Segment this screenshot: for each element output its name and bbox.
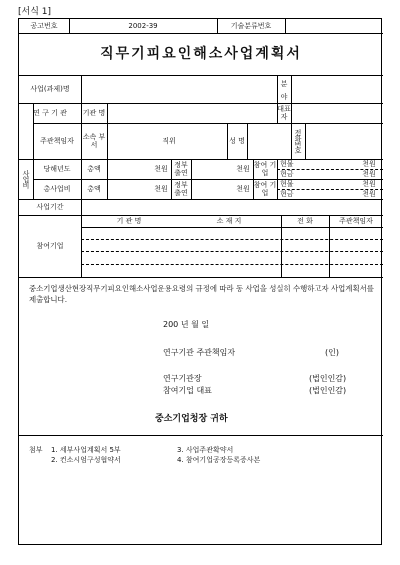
- research-org-label: 연 구 기 관: [33, 108, 67, 117]
- participant-col-name: 기 관 명: [116, 216, 142, 225]
- total-total-unit: 천원: [154, 184, 168, 193]
- org-name-value: [107, 103, 277, 123]
- document-title: 직무기피요인해소사업계획서: [100, 45, 302, 62]
- addressee: 중소기업청장 귀하: [155, 414, 228, 424]
- total-in-kind-label: 현물: [280, 179, 294, 188]
- announcement-no-value: 2002-39: [128, 21, 158, 30]
- company-rep-signature: 참여기업 대표: [163, 386, 212, 395]
- year-total-label: 총액: [87, 164, 101, 173]
- year-participant-label: 참여 기업: [253, 160, 277, 177]
- seal-mark: (인): [325, 348, 339, 357]
- year-total-unit: 천원: [154, 164, 168, 173]
- field-label: 분 야: [280, 79, 289, 99]
- year-cost-label: 당해년도: [43, 164, 71, 173]
- year-in-kind-label: 현물: [280, 159, 294, 168]
- total-cash-label: 현금: [280, 189, 294, 198]
- tech-class-value: [285, 19, 383, 33]
- period-label: 사업기간: [36, 202, 64, 211]
- lead-researcher-signature: 연구기관 주관책임자: [163, 348, 236, 357]
- position-value: [187, 123, 227, 159]
- participant-col-lead: 주관책임자: [339, 216, 373, 225]
- total-cost-label: 총사업비: [43, 184, 71, 193]
- representative-value: [291, 103, 383, 123]
- total-govt-unit: 천원: [236, 184, 250, 193]
- total-cash-unit: 천원: [362, 189, 376, 198]
- lead-researcher-label: 주관책임자: [40, 136, 74, 145]
- date-line: 200 년 월 일: [163, 320, 210, 329]
- phone-label: 전화번호: [294, 129, 303, 153]
- attachment-item: 1. 세부사업계획서 5부: [51, 446, 121, 454]
- year-govt-label: 정부 출연: [174, 160, 188, 177]
- participant-col-phone: 전 화: [297, 216, 313, 225]
- name-label: 성 명: [229, 136, 245, 145]
- department-label: 소속 부서: [82, 132, 106, 149]
- project-cost-label: 사업비: [22, 170, 31, 188]
- company-rep-seal: (법인인감): [309, 386, 347, 395]
- tech-class-label: 기술분류번호: [230, 21, 272, 30]
- name-value: [247, 123, 291, 159]
- org-head-seal: (법인인감): [309, 374, 347, 383]
- phone-value: [305, 123, 383, 159]
- announcement-no-label: 공고번호: [30, 21, 58, 30]
- attachment-item: 2. 컨소시엄구성협약서: [51, 456, 121, 464]
- participant-col-address: 소 재 지: [216, 216, 242, 225]
- total-participant-label: 참여 기업: [253, 180, 277, 197]
- form-tag: [서식 1]: [18, 7, 51, 17]
- total-total-label: 총액: [87, 184, 101, 193]
- org-head-signature: 연구기관장: [163, 374, 202, 383]
- participants-label: 참여기업: [36, 241, 64, 250]
- representative-label: 대표 자: [277, 104, 291, 121]
- total-govt-label: 정부 출연: [174, 180, 188, 197]
- field-value: [291, 75, 383, 103]
- attachments-label: 첨부: [29, 446, 43, 454]
- attachment-item: 4. 참여기업공장등록증사본: [177, 456, 261, 464]
- department-value: [107, 123, 151, 159]
- project-name-label: 사업(과제)명: [30, 84, 70, 93]
- total-in-kind-unit: 천원: [362, 179, 376, 188]
- project-name-value: [81, 75, 277, 103]
- attachment-item: 3. 사업주관확약서: [177, 446, 234, 454]
- year-cash-label: 현금: [280, 169, 294, 178]
- org-name-label: 기관 명: [82, 108, 106, 117]
- application-form: [18, 18, 382, 545]
- year-in-kind-unit: 천원: [362, 159, 376, 168]
- pledge-text: 중소기업생산현장직무기피요인해소사업운용요령의 규정에 따라 동 사업을 성실히 수행하고자 사업계획서를 제출합니다.: [29, 284, 374, 305]
- year-cash-unit: 천원: [362, 169, 376, 178]
- position-label: 직위: [162, 136, 176, 145]
- year-govt-unit: 천원: [236, 164, 250, 173]
